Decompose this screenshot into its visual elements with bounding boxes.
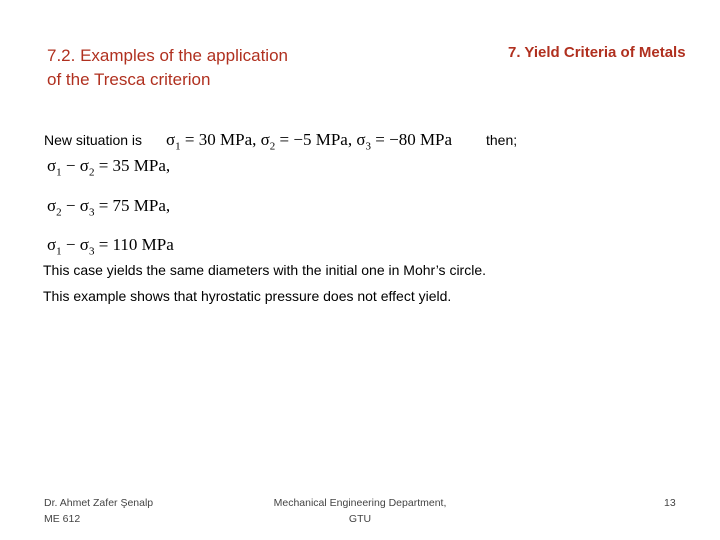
eq1-a-symbol: σ	[47, 156, 57, 175]
body-line-1: This case yields the same diameters with the initial one in Mohr’s circle.	[43, 262, 487, 278]
sigma1-value: = 30 MPa,	[180, 130, 261, 149]
sigma2-value: = −5 MPa,	[275, 130, 357, 149]
section-title	[47, 44, 288, 92]
footer-department-block	[260, 495, 460, 527]
intro-text: New situation is	[44, 132, 143, 148]
page-number: 13	[664, 497, 676, 509]
eq3-result: = 110 MPa	[94, 235, 174, 254]
section-title-line1: 7.2. Examples of the application	[47, 46, 288, 65]
sigma1-symbol: σ	[166, 130, 176, 149]
eq1-b-subscript: 2	[88, 166, 95, 179]
section-title-line2: of the Tresca criterion	[47, 70, 211, 89]
sigma1-subscript: 1	[175, 140, 181, 153]
then-text: then;	[486, 132, 518, 148]
eq2-b-symbol: σ	[79, 196, 89, 215]
eq2-a-subscript: 2	[56, 206, 62, 219]
eq2-b-subscript: 3	[88, 206, 95, 219]
eq1-operator: −	[61, 156, 80, 175]
eq3-a-symbol: σ	[47, 235, 57, 254]
eq3-b-symbol: σ	[79, 235, 89, 254]
chapter-title: 7. Yield Criteria of Metals	[508, 44, 686, 61]
eq3-a-subscript: 1	[56, 245, 62, 258]
footer-author: Dr. Ahmet Zafer Şenalp	[44, 497, 154, 509]
equation-1	[47, 156, 170, 178]
sigma3-subscript: 3	[365, 140, 372, 153]
given-stresses	[166, 130, 452, 152]
equation-2	[47, 196, 170, 218]
footer-department: Mechanical Engineering Department,	[273, 497, 447, 509]
eq2-operator: −	[61, 196, 80, 215]
sigma2-symbol: σ	[260, 130, 270, 149]
footer-course: ME 612	[44, 513, 81, 525]
eq2-result: = 75 MPa,	[94, 196, 171, 215]
eq1-b-symbol: σ	[79, 156, 89, 175]
footer-university: GTU	[348, 513, 372, 525]
eq1-a-subscript: 1	[56, 166, 62, 179]
sigma3-value: = −80 MPa	[371, 130, 453, 149]
sigma3-symbol: σ	[356, 130, 366, 149]
footer-author-block	[44, 495, 153, 527]
eq3-operator: −	[61, 235, 80, 254]
sigma2-subscript: 2	[269, 140, 276, 153]
eq1-result: = 35 MPa,	[94, 156, 171, 175]
eq3-b-subscript: 3	[88, 245, 95, 258]
body-line-2: This example shows that hyrostatic pressure does not effect yield.	[43, 288, 452, 304]
eq2-a-symbol: σ	[47, 196, 57, 215]
equation-3	[47, 235, 174, 257]
